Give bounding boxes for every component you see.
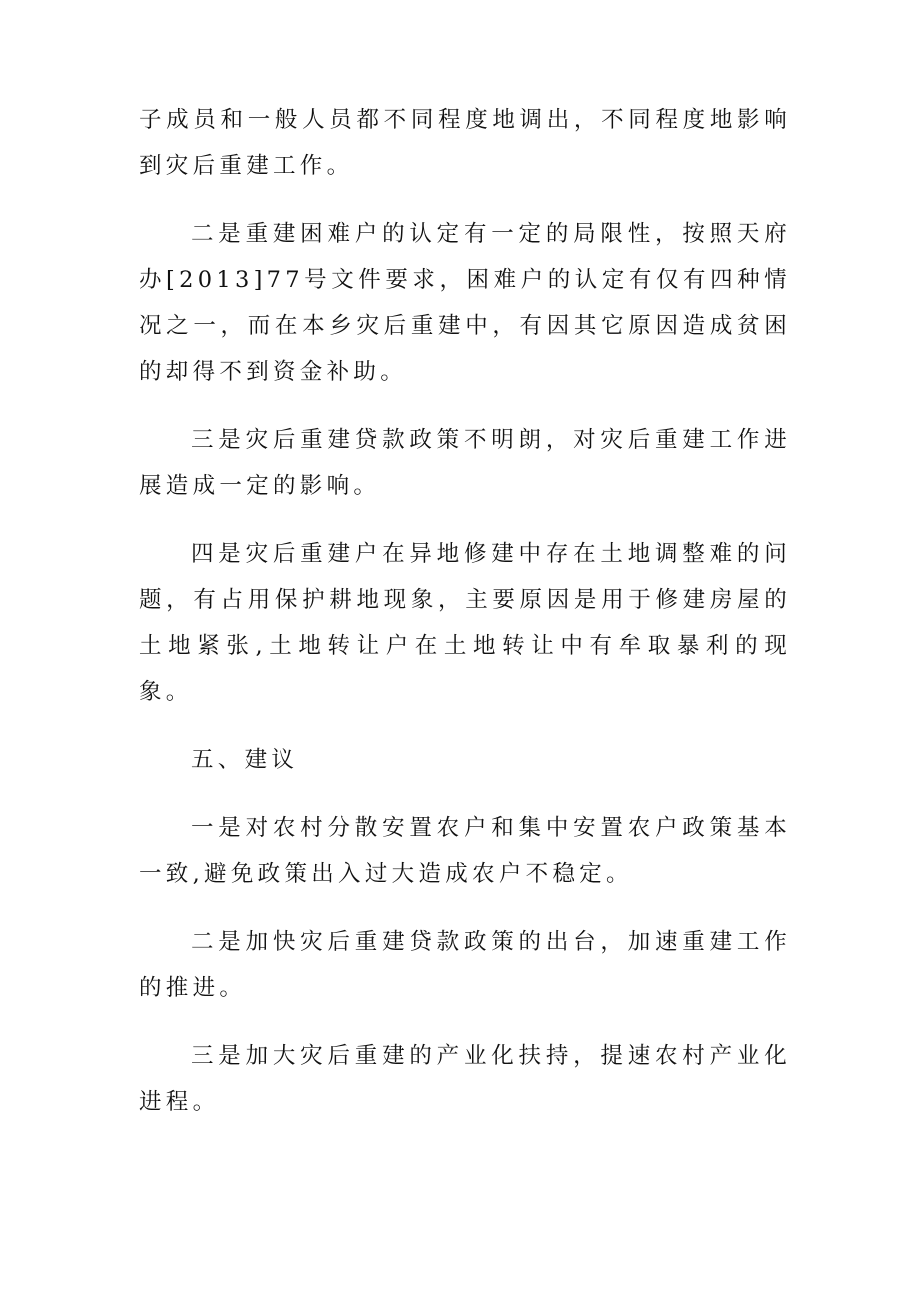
section-heading-suggestions: 五、建议	[191, 747, 299, 773]
paragraph-problem-2: 二是重建困难户的认定有一定的局限性，按照天府办[2013]77号文件要求，困难户的认定有仅有四种情况之一，而在本乡灾后重建中，有因其它原因造成贫困的却得不到资金补助。	[139, 221, 791, 385]
paragraph-problem-3: 三是灾后重建贷款政策不明朗，对灾后重建工作进展造成一定的影响。	[139, 427, 791, 499]
paragraph-suggestion-2: 二是加快灾后重建贷款政策的出台，加速重建工作的推进。	[139, 929, 791, 1001]
document-body	[139, 97, 791, 1147]
paragraph-suggestion-1: 一是对农村分散安置农户和集中安置农户政策基本一致,避免政策出入过大造成农户不稳定。	[139, 815, 791, 887]
paragraph-problem-4: 四是灾后重建户在异地修建中存在土地调整难的问题，有占用保护耕地现象，主要原因是用于修建房屋的土地紧张,土地转让户在土地转让中有牟取暴利的现象。	[139, 541, 791, 705]
paragraph-suggestion-3: 三是加大灾后重建的产业化扶持，提速农村产业化进程。	[139, 1043, 791, 1115]
paragraph-continuation: 子成员和一般人员都不同程度地调出，不同程度地影响到灾后重建工作。	[139, 107, 791, 179]
